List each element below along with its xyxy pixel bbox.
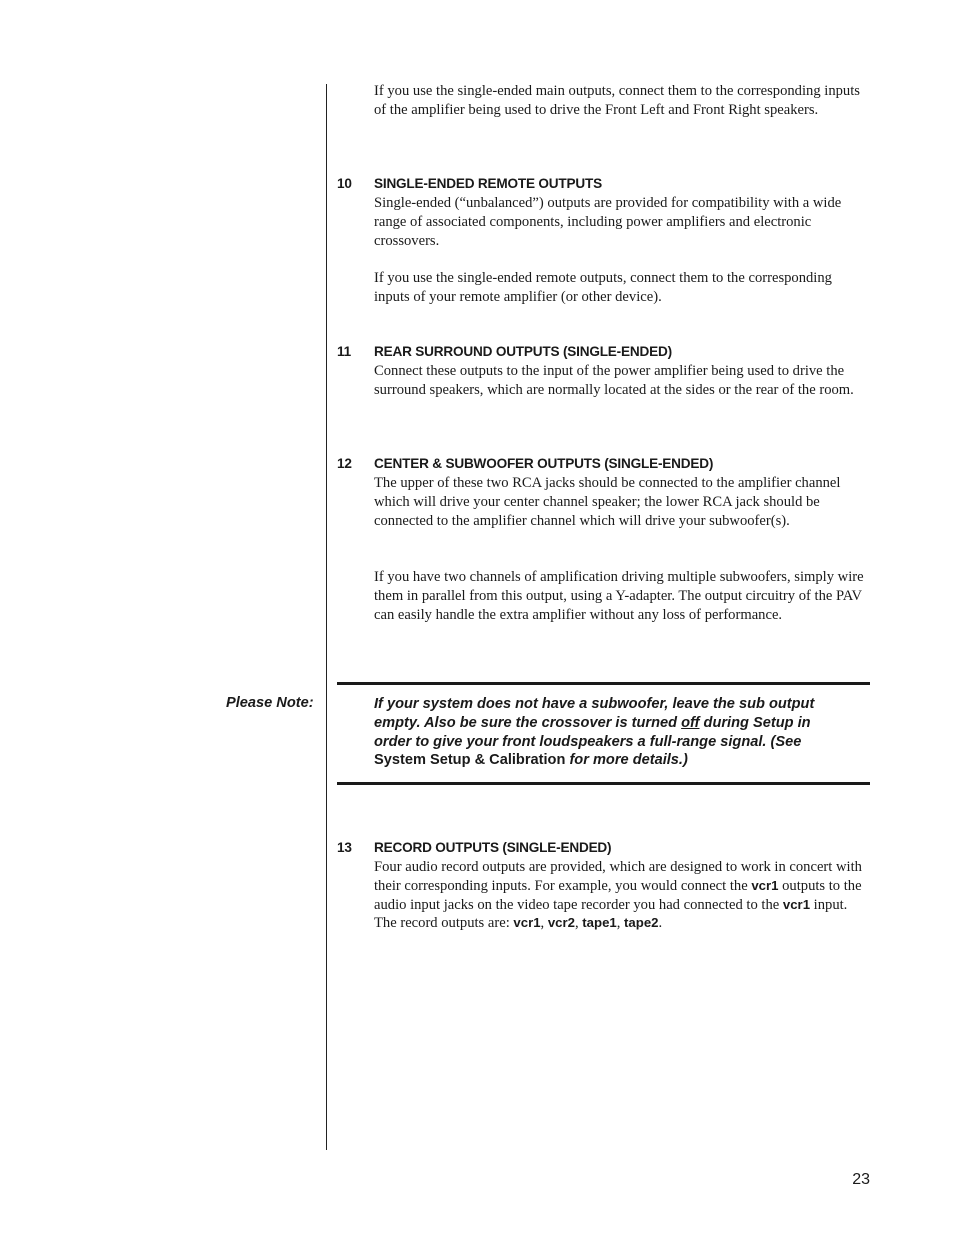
note-emphasis: off [681, 714, 700, 731]
section-13-number: 13 [337, 840, 352, 855]
section-13-text-3: input. The record outputs are: [374, 896, 848, 932]
section-12-paragraph-1: The upper of these two RCA jacks should be connected to the amplifier channel which will drive your center channel speaker; the lower RCA jack should be connected to the amplifier channel which will drive your subwoofer(s). [374, 475, 841, 529]
note-top-rule [337, 682, 870, 685]
term-tape1: tape1 [582, 915, 617, 931]
note-reference: System Setup & Calibration [374, 752, 566, 769]
note-text-2: during Setup in order to give your front loudspeakers a full-range signal. (See [374, 714, 811, 750]
section-13-title: RECORD OUTPUTS (SINGLE-ENDED) [374, 840, 612, 855]
section-10-paragraph-2: If you use the single-ended remote outputs, connect them to the corresponding inputs of your remote amplifier (or other device). [374, 270, 832, 305]
term-vcr2: vcr2 [547, 915, 575, 931]
term-vcr1: vcr1 [751, 877, 779, 893]
section-11-number: 11 [337, 344, 351, 359]
section-13-text-1: Four audio record outputs are provided, which are designed to work in concert with their corresponding inputs. For example, you would connect the [374, 859, 862, 894]
term-tape2: tape2 [624, 915, 659, 931]
note-bottom-rule [337, 782, 870, 785]
page-number: 23 [852, 1171, 870, 1188]
term-vcr1: vcr1 [782, 896, 811, 912]
term-vcr1: vcr1 [513, 915, 541, 931]
note-body [374, 695, 834, 770]
note-label: Please Note: [226, 695, 314, 711]
section-10-number: 10 [337, 176, 352, 191]
section-11-title: REAR SURROUND OUTPUTS (SINGLE-ENDED) [374, 344, 672, 359]
separator: , [540, 915, 548, 932]
section-10-title: SINGLE-ENDED REMOTE OUTPUTS [374, 176, 602, 191]
note-text-1: If your system does not have a subwoofer, leave the sub output empty. Also be sure the crossover is turned [374, 696, 815, 731]
section-12-title: CENTER & SUBWOOFER OUTPUTS (SINGLE-ENDED) [374, 456, 714, 471]
section-12-number: 12 [337, 456, 352, 471]
section-11-paragraph-1: Connect these outputs to the input of the power amplifier being used to drive the surround speakers, which are normally located at the sides or the rear of the room. [374, 363, 854, 398]
note-text-3: for more details.) [565, 752, 688, 769]
separator: , [616, 915, 625, 932]
section-13-paragraph [374, 858, 870, 933]
section-13-text-2: outputs to the audio input jacks on the video tape recorder you had connected to the [374, 877, 862, 913]
section-13-end: . [658, 915, 663, 932]
margin-rule [326, 84, 327, 1150]
intro-paragraph: If you use the single-ended main outputs, connect them to the corresponding inputs of the amplifier being used to drive the Front Left and Front Right speakers. [374, 83, 860, 118]
separator: , [574, 915, 583, 932]
section-12-paragraph-2: If you have two channels of amplification driving multiple subwoofers, simply wire them in parallel from this output, using a Y-adapter. The output circuitry of the PAV can easily handle the extra amplifier without any loss of performance. [374, 569, 864, 623]
section-10-paragraph-1: Single-ended (“unbalanced”) outputs are provided for compatibility with a wide range of associated components, including power amplifiers and electronic crossovers. [374, 195, 842, 249]
